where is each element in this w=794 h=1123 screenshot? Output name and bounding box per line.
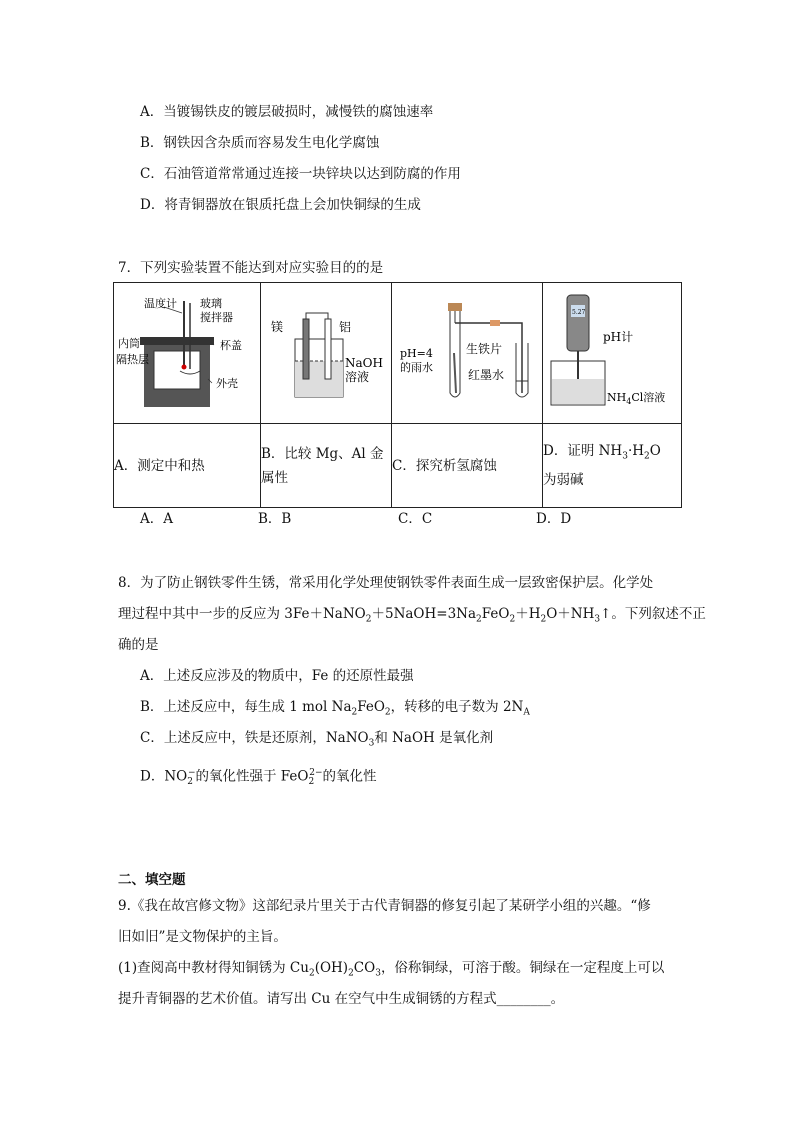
label-ink: 红墨水 — [468, 368, 505, 382]
q8-stem-line2: 理过程中其中一步的反应为 $3Fe+NaNO_2+5NaOH=3Na_2FeO_2+H_2O+NH_3↑$。下列叙述不正 — [118, 606, 706, 625]
caption-d: D．证明 $NH_3\cdot H_2O$ 为弱碱 — [543, 424, 682, 508]
ph-display: 5.27 — [572, 309, 586, 316]
label-lid: 杯盖 — [220, 339, 242, 352]
caption-a: A．测定中和热 — [114, 424, 261, 508]
q6-option-b: B．钢铁因含杂质而容易发生电化学腐蚀 — [140, 135, 380, 151]
label-shell: 外壳 — [216, 377, 238, 390]
label-solution: 溶液 — [345, 370, 370, 384]
q9-part1-line1: (1)查阅高中教材得知铜锈为 $Cu_2(OH)_2CO_3$，俗称铜绿，可溶于酸。铜绿在一定程度上可以 — [118, 960, 665, 979]
q8-stem-line1: 8．为了防止钢铁零件生锈，常采用化学处理使钢铁零件表面生成一层致密保护层。化学处 — [118, 575, 654, 591]
q7-experiment-table — [113, 282, 682, 508]
label-insulation: 隔热层 — [116, 353, 149, 366]
figure-b-mg-al-cell — [261, 283, 392, 424]
q6-option-a: A．当镀锡铁皮的镀层破损时，减慢铁的腐蚀速率 — [140, 104, 434, 120]
q7-answer-d: D．D — [536, 511, 572, 527]
label-ph-meter: pH计 — [603, 330, 634, 344]
label-ph: pH=4 — [400, 347, 433, 360]
q6-option-d: D．将青铜器放在银质托盘上会加快铜绿的生成 — [140, 197, 421, 213]
q7-answer-b: B．B — [258, 511, 292, 527]
caption-b: B．比较 Mg、Al 金 属性 — [261, 424, 392, 508]
q8-stem-line3: 确的是 — [118, 637, 159, 653]
label-al: 铝 — [339, 320, 352, 334]
q8-option-c: C．上述反应中，铁是还原剂，NaNO$_3$和 NaOH 是氧化剂 — [140, 730, 494, 749]
figure-d-ph-meter — [543, 283, 682, 424]
label-iron: 生铁片 — [466, 342, 503, 356]
label-naoh: NaOH — [345, 356, 383, 370]
q8-option-a: A．上述反应涉及的物质中，Fe 的还原性最强 — [140, 668, 414, 684]
q6-option-c: C．石油管道常常通过连接一块锌块以达到防腐的作用 — [140, 166, 461, 182]
label-mg: 镁 — [271, 320, 284, 334]
q9-part1-line2: 提升青铜器的艺术价值。请写出 Cu 在空气中生成铜锈的方程式________。 — [118, 991, 565, 1007]
q8-option-b: B．上述反应中，每生成 1 mol $Na_2FeO_2$，转移的电子数为 $2N_A$ — [140, 699, 530, 718]
q9-stem-line2: 旧如旧”是文物保护的主旨。 — [118, 929, 287, 945]
q9-stem-line1: 9.《我在故宫修文物》这部纪录片里关于古代青铜器的修复引起了某研学小组的兴趣。“修 — [118, 898, 651, 914]
label-thermometer: 温度计 — [144, 297, 177, 310]
label-stirrer: 搅拌器 — [200, 311, 233, 324]
q7-answer-c: C．C — [398, 511, 433, 527]
label-glass: 玻璃 — [200, 297, 222, 310]
label-nh4cl: $NH_4Cl$溶液 — [607, 391, 666, 406]
figure-c-corrosion-setup — [392, 283, 543, 424]
label-inner-cylinder: 内筒 — [118, 337, 140, 350]
q8-option-d: D．$NO_2^-$的氧化性强于 FeO$_2^{2-}$的氧化性 — [140, 768, 377, 788]
caption-c: C．探究析氢腐蚀 — [392, 424, 543, 508]
q7-stem: 7．下列实验装置不能达到对应实验目的的是 — [118, 260, 384, 276]
q7-answer-a: A．A — [140, 511, 173, 527]
section-heading: 二、填空题 — [118, 872, 186, 888]
label-rain: 的雨水 — [400, 361, 433, 374]
figure-a-calorimeter — [114, 283, 261, 424]
